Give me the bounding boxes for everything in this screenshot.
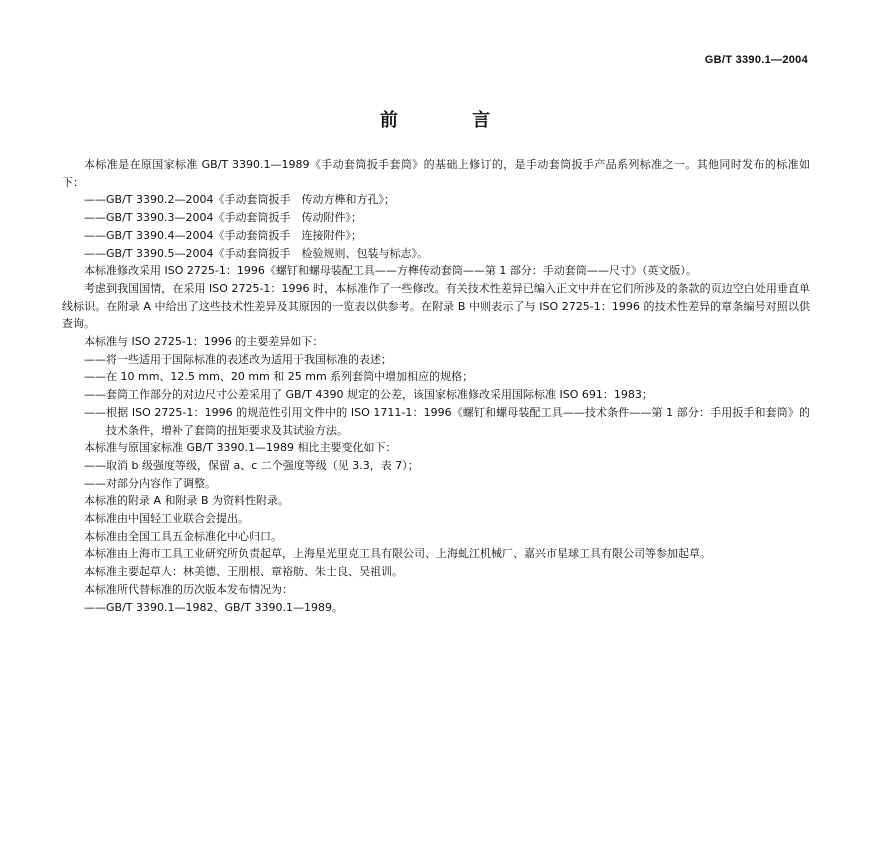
list-item: ——对部分内容作了调整。: [84, 476, 216, 490]
list-item: ——GB/T 3390.5—2004《手动套筒扳手 检验规则、包装与标志》。: [84, 246, 428, 260]
list-item: ——取消 b 级强度等级，保留 a、c 二个强度等级（见 3.3，表 7）；: [84, 458, 419, 472]
paragraph: 本标准与原国家标准 GB/T 3390.1—1989 相比主要变化如下：: [84, 441, 397, 455]
list-item: ——将一些适用于国际标准的表述改为适用于我国标准的表述；: [84, 352, 392, 366]
paragraph: 本标准是在原国家标准 GB/T 3390.1—1989《手动套筒扳手套筒》的基础上修订的，是手动套筒扳手产品系列标准之一。其他同时发布的标准如下：: [62, 158, 810, 189]
list-item: ——在 10 mm、12.5 mm、20 mm 和 25 mm 系列套筒中增加相应的规格；: [84, 370, 474, 384]
list-item: ——套筒工作部分的对边尺寸公差采用了 GB/T 4390 规定的公差，该国家标准修改采用国际标准 ISO 691：1983；: [84, 388, 653, 402]
paragraph: 本标准由上海市工具工业研究所负责起草，上海星光里克工具有限公司、上海虬江机械厂、嘉兴市星球工具有限公司等参加起草。: [84, 547, 711, 561]
paragraph: 本标准由中国轻工业联合会提出。: [84, 512, 249, 526]
paragraph: 本标准主要起草人：林美德、王朋根、章裕舫、朱士良、吴祖训。: [84, 565, 403, 579]
paragraph: 本标准的附录 A 和附录 B 为资料性附录。: [84, 494, 290, 508]
paragraph: 本标准修改采用 ISO 2725-1：1996《螺钉和螺母装配工具——方榫传动套筒——第 1 部分：手动套筒——尺寸》（英文版）。: [84, 264, 697, 278]
list-item: ——GB/T 3390.4—2004《手动套筒扳手 连接附件》；: [84, 228, 362, 242]
standard-code: GB/T 3390.1—2004: [704, 54, 808, 66]
list-item: ——GB/T 3390.3—2004《手动套筒扳手 传动附件》；: [84, 211, 362, 225]
paragraph: 本标准与 ISO 2725-1：1996 的主要差异如下：: [84, 335, 324, 349]
list-item: ——根据 ISO 2725-1：1996 的规范性引用文件中的 ISO 1711-1：1996《螺钉和螺母装配工具——技术条件——第 1 部分：手用扳手和套筒》的技术条件，增补了套筒的扭矩要求及其试验方法。: [84, 405, 810, 437]
foreword-body: [62, 156, 810, 616]
paragraph: 考虑到我国国情，在采用 ISO 2725-1：1996 时，本标准作了一些修改。有关技术性差异已编入正文中并在它们所涉及的条款的页边空白处用垂直单线标识。在附录 A 中给出了这些技术性差异及其原因的一览表以供参考。在附录 B 中则表示了与 ISO 2725-1：1996 的技术性差异的章条编号对照以供查询。: [62, 281, 810, 331]
page-title: 前 言: [379, 110, 525, 131]
list-item: ——GB/T 3390.2—2004《手动套筒扳手 传动方榫和方孔》；: [84, 193, 395, 207]
paragraph: 本标准所代替标准的历次版本发布情况为：: [84, 582, 293, 596]
list-item: ——GB/T 3390.1—1982、GB/T 3390.1—1989。: [84, 600, 343, 614]
paragraph: 本标准由全国工具五金标准化中心归口。: [84, 529, 282, 543]
